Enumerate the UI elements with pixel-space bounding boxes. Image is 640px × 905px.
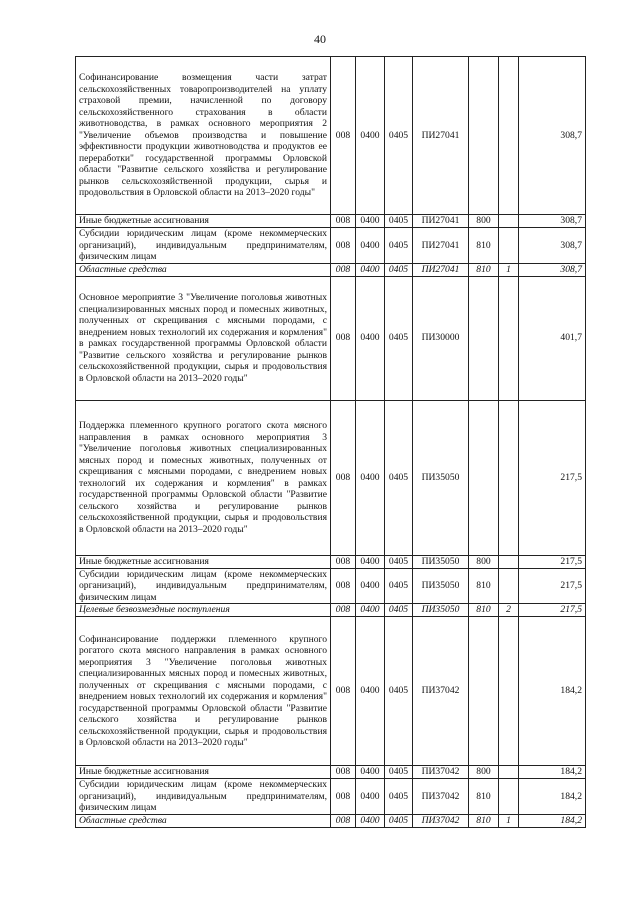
subsection-code-cell: 0405	[385, 228, 413, 264]
funding-source-cell	[499, 228, 519, 264]
expense-type-cell: 810	[469, 568, 499, 604]
amount-cell: 217,5	[519, 555, 586, 568]
expense-name-cell: Областные средства	[76, 814, 331, 827]
budget-table-body	[76, 57, 586, 828]
expense-name-cell: Субсидии юридическим лицам (кроме некоммерческих организаций), индивидуальным предпринимателям, физическим лицам	[76, 568, 331, 604]
table-row	[76, 400, 586, 555]
target-article-cell: ПИ35050	[413, 400, 469, 555]
ministry-code-cell: 008	[331, 276, 356, 400]
target-article-cell: ПИ35050	[413, 568, 469, 604]
funding-source-cell	[499, 215, 519, 228]
target-article-cell: ПИ30000	[413, 276, 469, 400]
subsection-code-cell: 0405	[385, 779, 413, 815]
amount-cell: 184,2	[519, 617, 586, 766]
amount-cell: 308,7	[519, 215, 586, 228]
ministry-code-cell: 008	[331, 228, 356, 264]
expense-name-cell: Субсидии юридическим лицам (кроме некоммерческих организаций), индивидуальным предпринимателям, физическим лицам	[76, 228, 331, 264]
target-article-cell: ПИ37042	[413, 766, 469, 779]
amount-cell: 184,2	[519, 779, 586, 815]
funding-source-cell: 1	[499, 814, 519, 827]
ministry-code-cell: 008	[331, 263, 356, 276]
ministry-code-cell: 008	[331, 57, 356, 215]
expense-name-cell: Софинансирование поддержки племенного крупного рогатого скота мясного направления в рамках основного мероприятия 3 "Увеличение поголовья животных специализированных мясных пород и помесных животных, полученных от скрещивания с мясными породами, с внедрением новых технологий их содержания и кормления" государственной программы Орловской области "Развитие сельского хозяйства и регулирование рынков сельскохозяйственной продукции, сырья и продовольствия в Орловской области на 2013–2020 годы"	[76, 617, 331, 766]
table-row	[76, 779, 586, 815]
subsection-code-cell: 0405	[385, 555, 413, 568]
target-article-cell: ПИ37042	[413, 779, 469, 815]
section-code-cell: 0400	[356, 400, 385, 555]
target-article-cell: ПИ27041	[413, 57, 469, 215]
table-row	[76, 263, 586, 276]
amount-cell: 308,7	[519, 228, 586, 264]
expense-name-cell: Иные бюджетные ассигнования	[76, 555, 331, 568]
ministry-code-cell: 008	[331, 766, 356, 779]
expense-type-cell: 810	[469, 228, 499, 264]
amount-cell: 184,2	[519, 814, 586, 827]
subsection-code-cell: 0405	[385, 276, 413, 400]
section-code-cell: 0400	[356, 228, 385, 264]
expense-name-cell: Областные средства	[76, 263, 331, 276]
table-row	[76, 555, 586, 568]
section-code-cell: 0400	[356, 779, 385, 815]
target-article-cell: ПИ35050	[413, 604, 469, 617]
ministry-code-cell: 008	[331, 617, 356, 766]
amount-cell: 217,5	[519, 400, 586, 555]
section-code-cell: 0400	[356, 263, 385, 276]
ministry-code-cell: 008	[331, 779, 356, 815]
funding-source-cell	[499, 276, 519, 400]
subsection-code-cell: 0405	[385, 57, 413, 215]
expense-type-cell: 810	[469, 779, 499, 815]
table-row	[76, 617, 586, 766]
amount-cell: 184,2	[519, 766, 586, 779]
table-row	[76, 57, 586, 215]
section-code-cell: 0400	[356, 766, 385, 779]
section-code-cell: 0400	[356, 814, 385, 827]
expense-type-cell	[469, 57, 499, 215]
section-code-cell: 0400	[356, 215, 385, 228]
section-code-cell: 0400	[356, 57, 385, 215]
funding-source-cell	[499, 766, 519, 779]
table-row	[76, 766, 586, 779]
ministry-code-cell: 008	[331, 604, 356, 617]
expense-name-cell: Субсидии юридическим лицам (кроме некоммерческих организаций), индивидуальным предпринимателям, физическим лицам	[76, 779, 331, 815]
table-row	[76, 568, 586, 604]
amount-cell: 308,7	[519, 263, 586, 276]
expense-type-cell: 810	[469, 604, 499, 617]
funding-source-cell: 2	[499, 604, 519, 617]
page-number: 40	[314, 32, 326, 46]
ministry-code-cell: 008	[331, 400, 356, 555]
expense-type-cell: 810	[469, 814, 499, 827]
ministry-code-cell: 008	[331, 215, 356, 228]
funding-source-cell	[499, 617, 519, 766]
subsection-code-cell: 0405	[385, 814, 413, 827]
expense-type-cell: 800	[469, 215, 499, 228]
subsection-code-cell: 0405	[385, 568, 413, 604]
expense-type-cell	[469, 276, 499, 400]
amount-cell: 217,5	[519, 568, 586, 604]
table-row	[76, 604, 586, 617]
expense-type-cell: 810	[469, 263, 499, 276]
expense-type-cell	[469, 617, 499, 766]
funding-source-cell	[499, 568, 519, 604]
subsection-code-cell: 0405	[385, 617, 413, 766]
target-article-cell: ПИ27041	[413, 263, 469, 276]
target-article-cell: ПИ35050	[413, 555, 469, 568]
subsection-code-cell: 0405	[385, 766, 413, 779]
funding-source-cell	[499, 400, 519, 555]
subsection-code-cell: 0405	[385, 604, 413, 617]
expense-type-cell: 800	[469, 766, 499, 779]
budget-table	[75, 56, 586, 828]
section-code-cell: 0400	[356, 555, 385, 568]
expense-name-cell: Основное мероприятие 3 "Увеличение поголовья животных специализированных мясных пород и помесных животных, полученных от скрещивания с мясными породами, с внедрением новых технологий их содержания и кормления" в рамках государственной программы Орловской области "Развитие сельского хозяйства и регулирование рынков сельскохозяйственной продукции, сырья и продовольствия в Орловской области на 2013–2020 годы"	[76, 276, 331, 400]
funding-source-cell	[499, 57, 519, 215]
table-row	[76, 215, 586, 228]
subsection-code-cell: 0405	[385, 215, 413, 228]
section-code-cell: 0400	[356, 617, 385, 766]
expense-type-cell	[469, 400, 499, 555]
target-article-cell: ПИ27041	[413, 215, 469, 228]
table-row	[76, 276, 586, 400]
target-article-cell: ПИ27041	[413, 228, 469, 264]
expense-name-cell: Поддержка племенного крупного рогатого скота мясного направления в рамках основного мероприятия 3 "Увеличение поголовья животных специализированных мясных пород и помесных животных, полученных от скрещивания с мясными породами, с внедрением новых технологий их содержания и кормления" в рамках государственной программы Орловской области "Развитие сельского хозяйства и регулирование рынков сельскохозяйственной продукции, сырья и продовольствия в Орловской области на 2013–2020 годы"	[76, 400, 331, 555]
funding-source-cell	[499, 779, 519, 815]
ministry-code-cell: 008	[331, 814, 356, 827]
section-code-cell: 0400	[356, 276, 385, 400]
funding-source-cell	[499, 555, 519, 568]
expense-name-cell: Целевые безвозмездные поступления	[76, 604, 331, 617]
ministry-code-cell: 008	[331, 555, 356, 568]
subsection-code-cell: 0405	[385, 400, 413, 555]
section-code-cell: 0400	[356, 568, 385, 604]
ministry-code-cell: 008	[331, 568, 356, 604]
amount-cell: 401,7	[519, 276, 586, 400]
target-article-cell: ПИ37042	[413, 814, 469, 827]
expense-name-cell: Иные бюджетные ассигнования	[76, 766, 331, 779]
expense-type-cell: 800	[469, 555, 499, 568]
table-row	[76, 228, 586, 264]
expense-name-cell: Иные бюджетные ассигнования	[76, 215, 331, 228]
expense-name-cell: Софинансирование возмещения части затрат сельскохозяйственных товаропроизводителей на уплату страховой премии, начисленной по договору сельскохозяйственного страхования в области животноводства, в рамках основного мероприятия 2 "Увеличение объемов производства и повышение эффективности продукции животноводства и продуктов ее переработки" государственной программы Орловской области "Развитие сельского хозяйства и регулирование рынков сельскохозяйственной продукции, сырья и продовольствия в Орловской области на 2013–2020 годы"	[76, 57, 331, 215]
subsection-code-cell: 0405	[385, 263, 413, 276]
target-article-cell: ПИ37042	[413, 617, 469, 766]
amount-cell: 217,5	[519, 604, 586, 617]
table-row	[76, 814, 586, 827]
funding-source-cell: 1	[499, 263, 519, 276]
section-code-cell: 0400	[356, 604, 385, 617]
amount-cell: 308,7	[519, 57, 586, 215]
